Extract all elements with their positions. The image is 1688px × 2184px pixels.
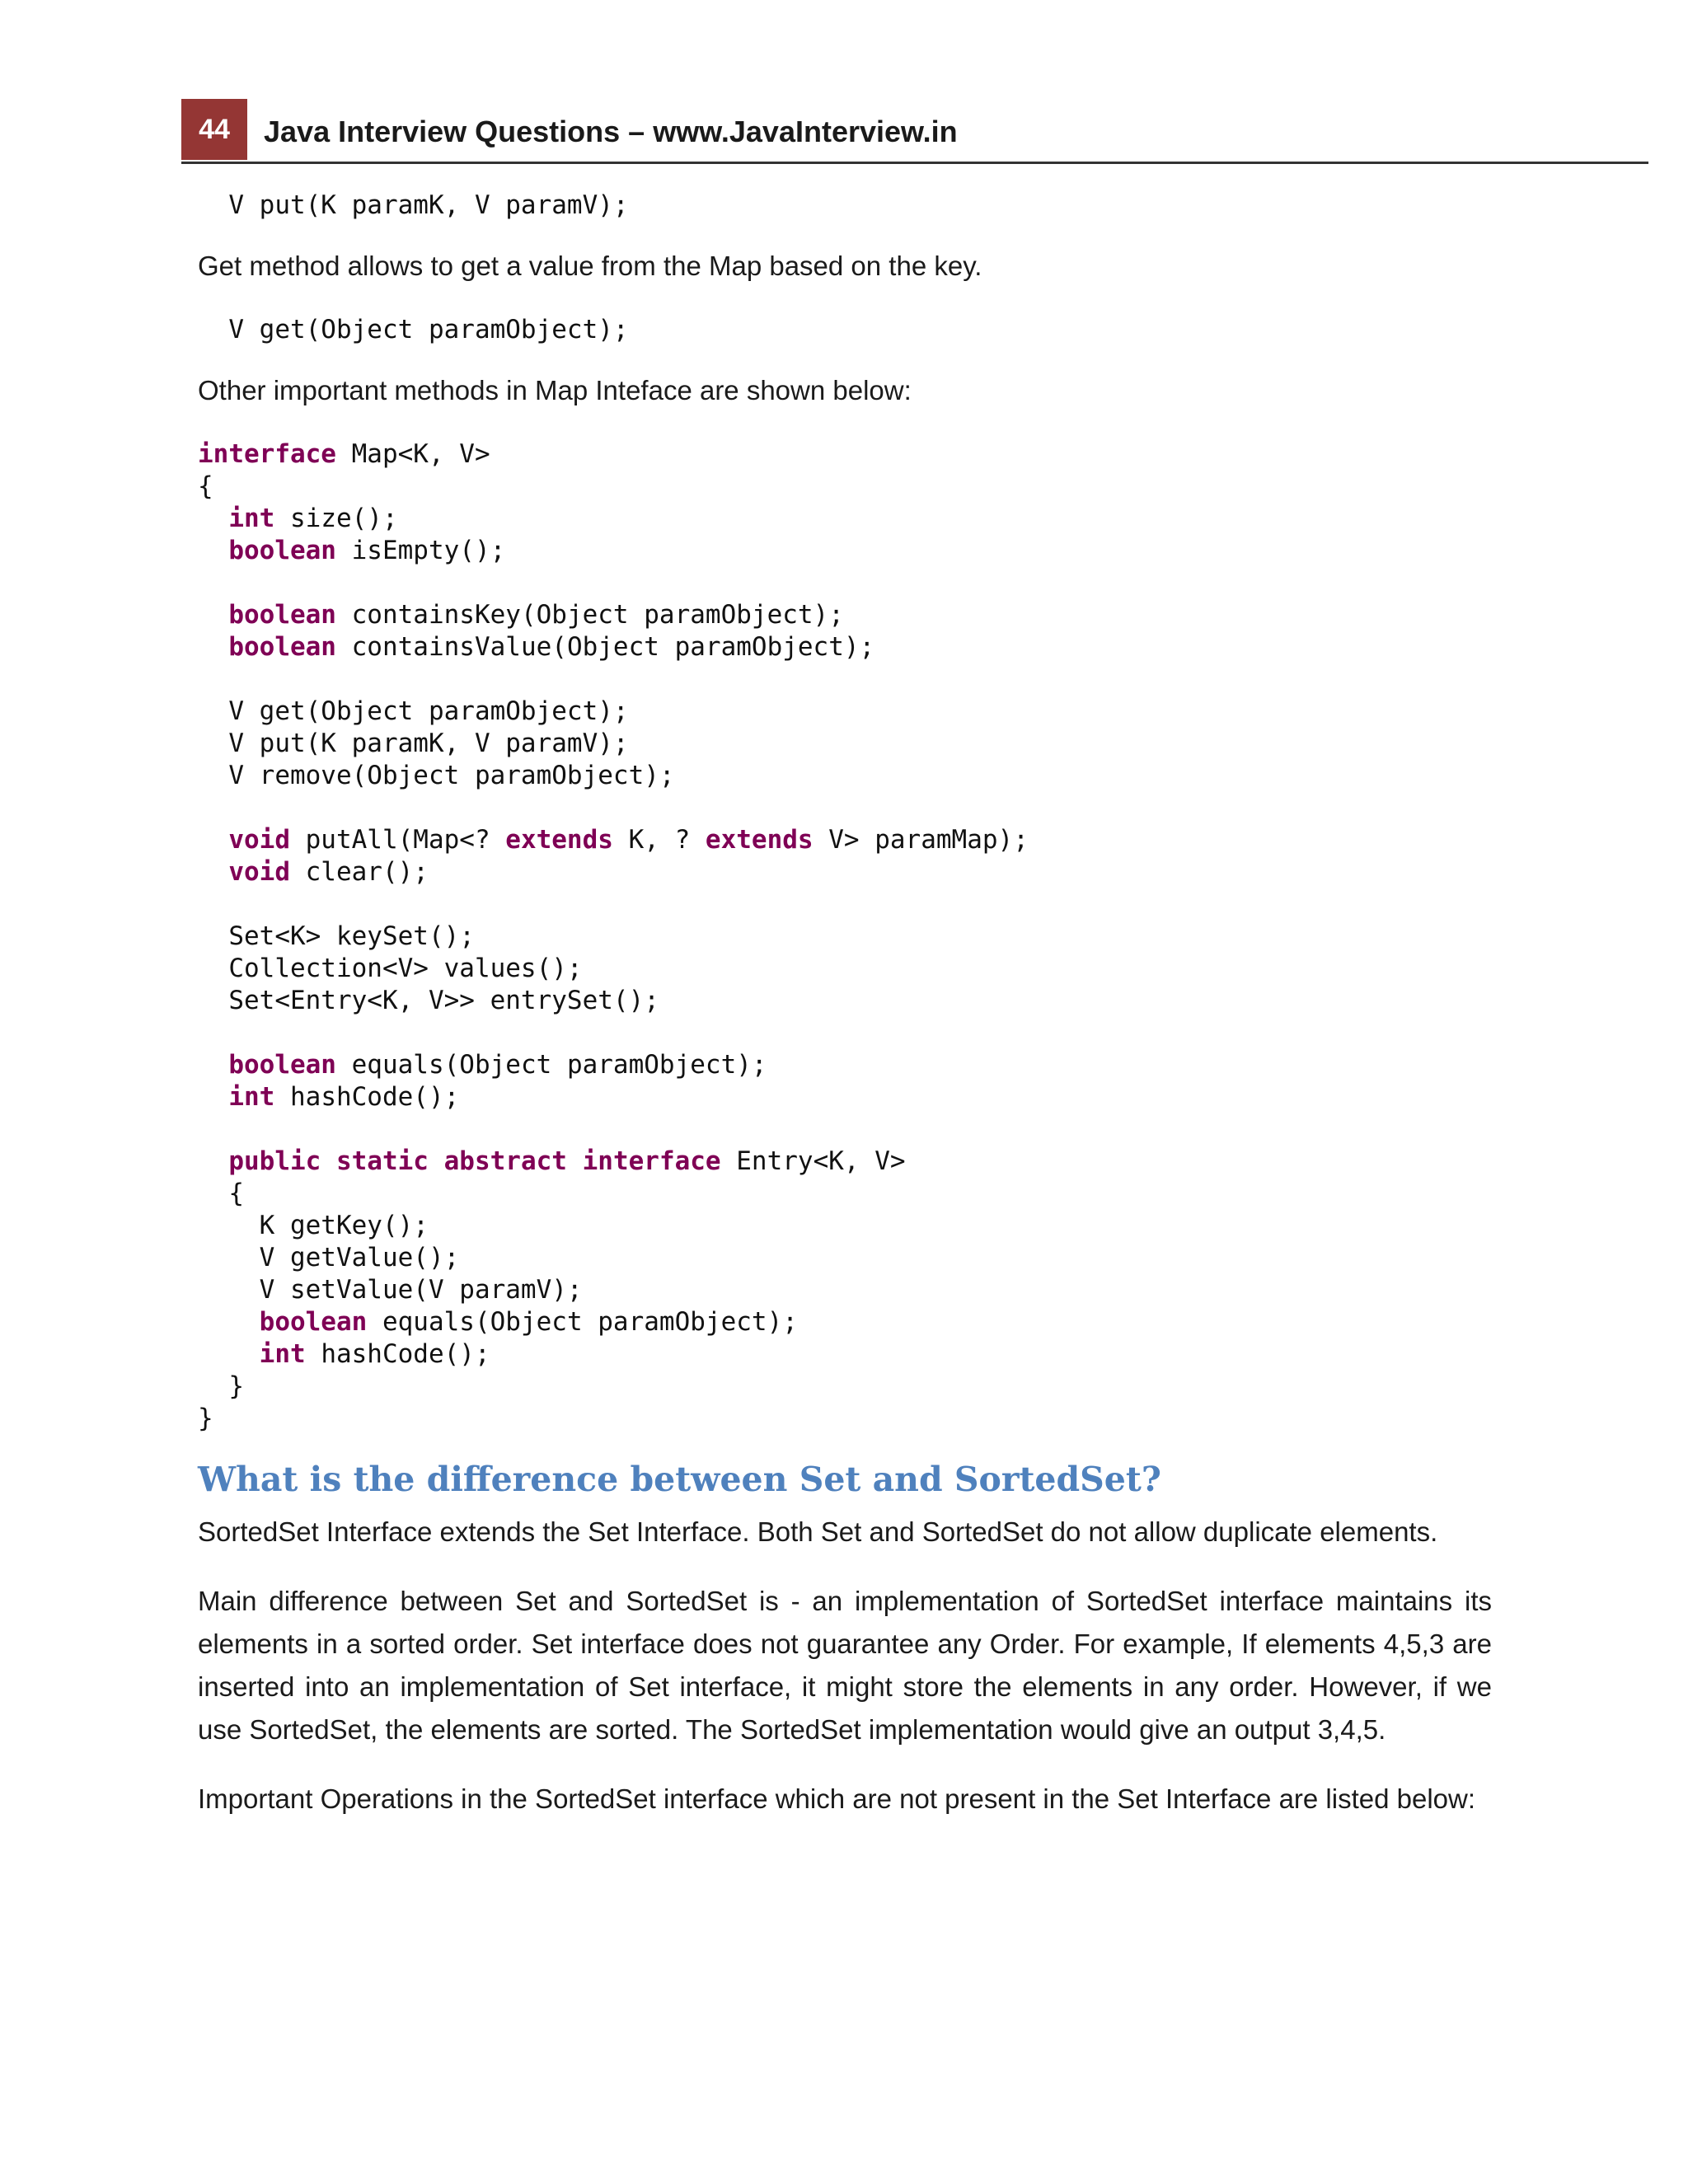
code-text: equals(Object paramObject);	[367, 1307, 798, 1337]
code-text: V> paramMap);	[813, 825, 1029, 855]
code-line	[198, 729, 629, 758]
code-text: V get(Object paramObject);	[198, 696, 629, 726]
code-text: V setValue(V paramV);	[198, 1275, 583, 1305]
code-line	[198, 1275, 583, 1305]
code-text: Collection<V> values();	[198, 954, 583, 983]
code-text: containsValue(Object paramObject);	[335, 632, 875, 662]
code-text: hashCode();	[305, 1339, 490, 1369]
code-text: V getValue();	[198, 1243, 460, 1272]
code-text: V put(K paramK, V paramV);	[198, 729, 629, 758]
code-keyword: interface	[582, 1146, 721, 1176]
code-line	[198, 696, 629, 726]
code-text	[198, 1050, 228, 1080]
code-text: V remove(Object paramObject);	[198, 761, 675, 790]
code-line	[198, 471, 213, 501]
header-title: Java Interview Questions – www.JavaInterview.in	[264, 115, 958, 148]
code-text: putAll(Map<?	[289, 825, 506, 855]
code-text: clear();	[289, 857, 429, 887]
code-line	[198, 1371, 244, 1401]
code-text	[198, 536, 228, 565]
code-text	[198, 857, 228, 887]
code-line	[198, 1307, 798, 1337]
paragraph-important-operations: Important Operations in the SortedSet interface which are not present in the Set Interface are listed below:	[198, 1783, 1476, 1814]
code-keyword: boolean	[228, 1050, 336, 1080]
code-line	[198, 1243, 459, 1272]
code-text: Set<K> keySet();	[198, 921, 475, 951]
code-text: Set<Entry<K, V>> entrySet();	[198, 986, 659, 1015]
code-line	[198, 600, 844, 630]
code-keyword: interface	[198, 439, 336, 469]
code-keyword: boolean	[259, 1307, 368, 1337]
code-line	[198, 1146, 906, 1176]
code-keyword: static	[335, 1146, 429, 1176]
code-line	[198, 632, 874, 662]
code-text	[198, 632, 228, 662]
code-text: K getKey();	[198, 1211, 429, 1240]
paragraph-main-difference: Main difference between Set and SortedSet is - an implementation of SortedSet interface maintains its elements in a sorted order. Set interface does not guarantee any Order. For example, If elements 4,5,3 are inserted into an implementation of Set interface, it might store the elements in any order. However, if we use SortedSet, the elements are sorted. The SortedSet implementation would give an output 3,4,5.	[198, 1586, 1492, 1745]
code-text: isEmpty();	[335, 536, 506, 565]
code-text: K, ?	[612, 825, 706, 855]
code-keyword: int	[228, 504, 275, 533]
put-signature-code: V put(K paramK, V paramV);	[198, 190, 629, 220]
code-keyword: extends	[705, 825, 814, 855]
code-text: equals(Object paramObject);	[335, 1050, 767, 1080]
get-signature-code: V get(Object paramObject);	[198, 315, 629, 344]
section-heading: What is the difference between Set and SortedSet?	[198, 1460, 1161, 1499]
code-text	[198, 1307, 260, 1337]
code-text: Map<K, V>	[335, 439, 490, 469]
code-text	[567, 1146, 583, 1176]
code-keyword: boolean	[228, 600, 336, 630]
code-keyword: abstract	[443, 1146, 567, 1176]
page-content	[198, 190, 1492, 1847]
page-number: 44	[181, 99, 247, 160]
other-methods-intro: Other important methods in Map Inteface are shown below:	[198, 375, 912, 405]
code-line	[198, 986, 659, 1015]
code-line	[198, 1179, 244, 1208]
code-text: {	[198, 1179, 244, 1208]
code-text	[198, 1082, 228, 1112]
code-keyword: extends	[505, 825, 613, 855]
code-keyword: int	[259, 1339, 306, 1369]
code-line	[198, 921, 475, 951]
code-line	[198, 825, 1029, 855]
code-line	[198, 1082, 459, 1112]
code-keyword: boolean	[228, 536, 336, 565]
code-keyword: void	[228, 825, 290, 855]
code-keyword: int	[228, 1082, 275, 1112]
code-text	[198, 600, 228, 630]
code-keyword: boolean	[228, 632, 336, 662]
map-interface-code-block	[198, 438, 1492, 1435]
code-text	[198, 1339, 260, 1369]
code-line	[198, 1211, 429, 1240]
code-text	[198, 1146, 228, 1176]
code-text: }	[198, 1371, 244, 1401]
code-line	[198, 1339, 490, 1369]
code-text: Entry<K, V>	[720, 1146, 906, 1176]
code-line	[198, 504, 398, 533]
code-text: }	[198, 1404, 213, 1433]
code-text	[198, 825, 228, 855]
code-text: hashCode();	[274, 1082, 460, 1112]
code-text: size();	[274, 504, 398, 533]
paragraph-set-sortedset-intro: SortedSet Interface extends the Set Interface. Both Set and SortedSet do not allow duplicate elements.	[198, 1516, 1438, 1547]
code-line	[198, 1404, 213, 1433]
code-line	[198, 857, 429, 887]
page-header	[181, 99, 1648, 164]
code-line	[198, 439, 490, 469]
code-line	[198, 536, 505, 565]
code-line	[198, 1050, 767, 1080]
code-text	[321, 1146, 336, 1176]
get-method-intro: Get method allows to get a value from the Map based on the key.	[198, 251, 982, 281]
code-text	[198, 504, 228, 533]
code-text	[429, 1146, 444, 1176]
code-keyword: void	[228, 857, 290, 887]
code-text: {	[198, 471, 213, 501]
code-line	[198, 954, 583, 983]
code-line	[198, 761, 675, 790]
code-keyword: public	[228, 1146, 321, 1176]
code-text: containsKey(Object paramObject);	[335, 600, 844, 630]
